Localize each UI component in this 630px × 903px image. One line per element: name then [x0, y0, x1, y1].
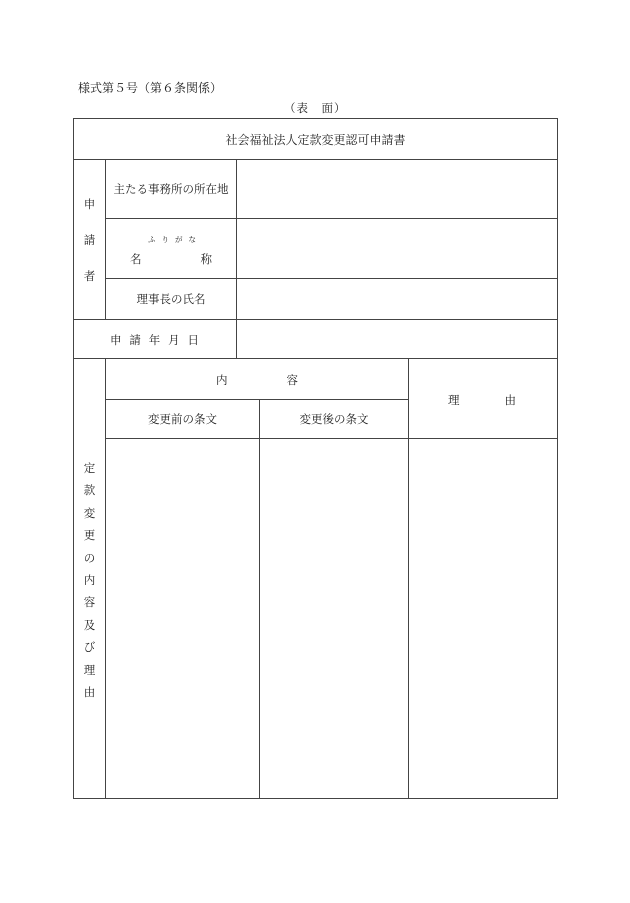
- before-text-field[interactable]: [106, 439, 259, 798]
- furigana-label: ふ り が な: [148, 235, 202, 244]
- table-line: [73, 358, 558, 359]
- name-label: [106, 219, 236, 278]
- application-date-label: 申 請 年 月 日: [110, 333, 199, 347]
- name-field[interactable]: [237, 219, 557, 278]
- table-border-right: [557, 118, 558, 799]
- side-label: （表 面）: [284, 101, 347, 115]
- applicant-group-label: [74, 196, 105, 284]
- application-date-field[interactable]: [237, 320, 557, 358]
- form-title: 社会福祉法人定款変更認可申請書: [225, 132, 406, 147]
- chairman-label: 理事長の氏名: [136, 292, 206, 306]
- name-label-text: 名 称: [130, 252, 212, 266]
- before-header: 変更前の条文: [148, 412, 217, 426]
- applicant-label-char: 者: [83, 269, 96, 283]
- chairman-field[interactable]: [237, 279, 557, 319]
- table-border-bottom: [73, 798, 558, 799]
- content-header: 内 容: [216, 373, 298, 387]
- address-label: 主たる事務所の所在地: [113, 182, 229, 196]
- after-header: 変更後の条文: [299, 412, 369, 426]
- after-text-field[interactable]: [260, 439, 408, 798]
- reason-header: 理 由: [448, 393, 516, 407]
- applicant-label-char: 請: [83, 233, 96, 247]
- applicant-label-char: 申: [83, 197, 96, 211]
- reason-text-field[interactable]: [409, 439, 557, 798]
- changes-section-label: 定 款 変 更 の 内 容 及 び 理 由: [83, 461, 96, 699]
- form-number: 様式第５号（第６条関係）: [78, 81, 223, 95]
- address-field[interactable]: [237, 160, 557, 218]
